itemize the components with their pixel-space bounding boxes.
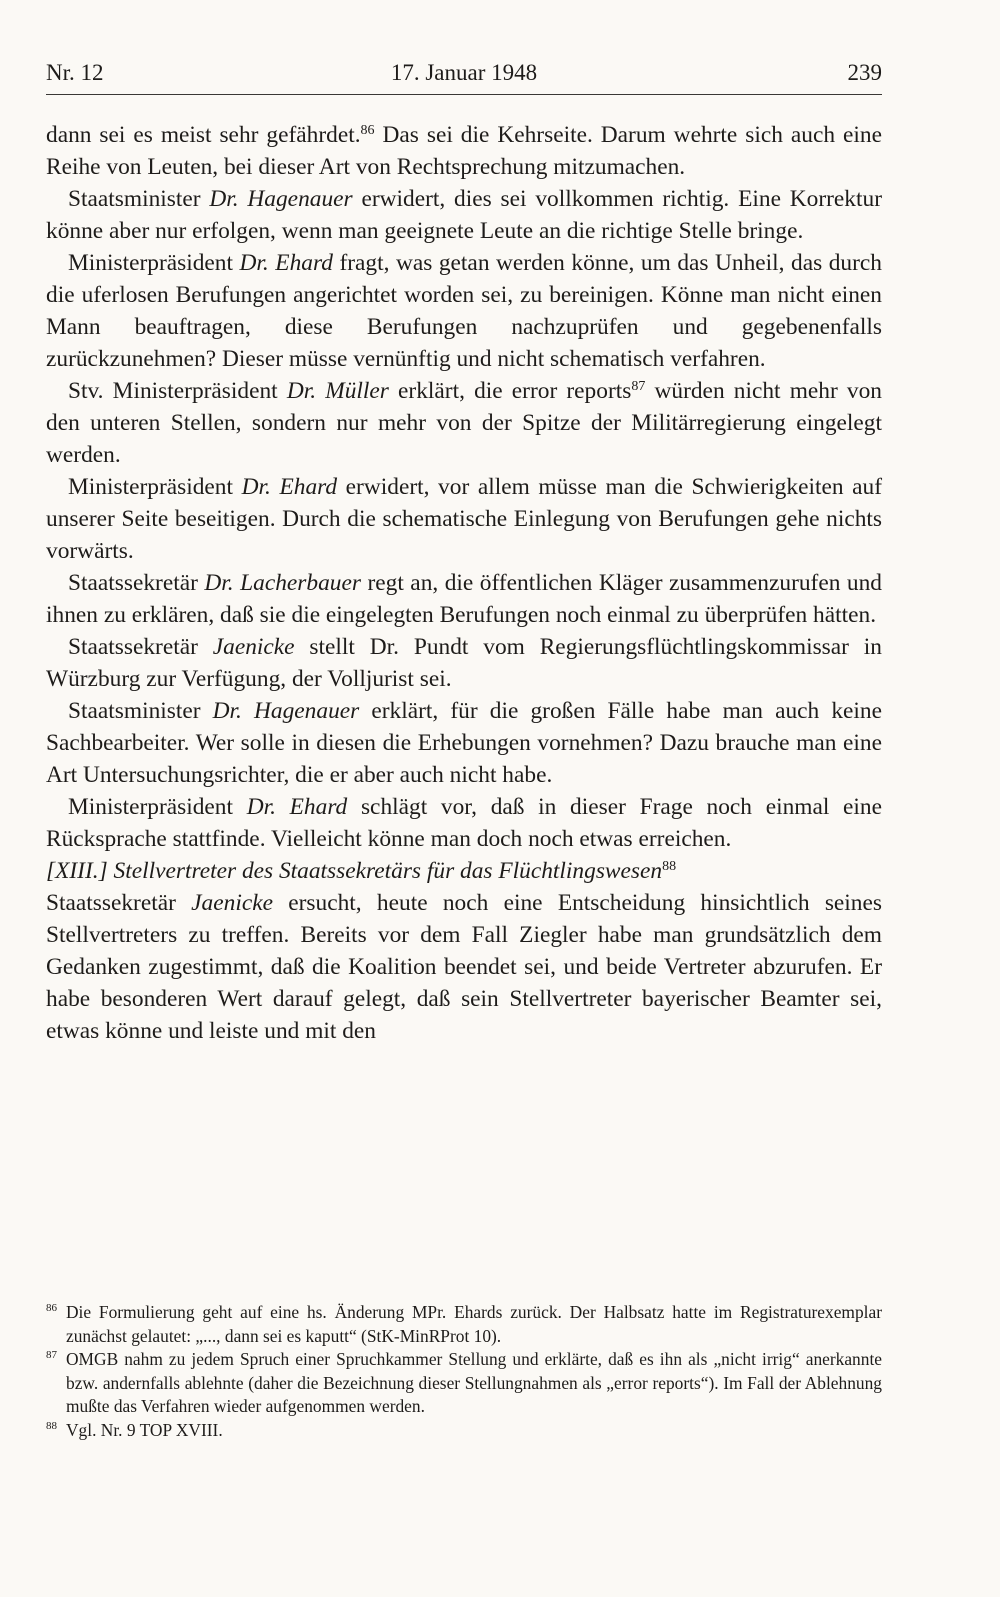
speaker-name: Dr. Lacherbauer bbox=[204, 570, 361, 596]
body-text bbox=[46, 119, 882, 1047]
paragraph: Ministerpräsident Dr. Ehard schlägt vor, daß in dieser Frage noch einmal eine Rücksprache stattfinde. Vielleicht könne man doch noch etwas erreichen. bbox=[46, 794, 882, 852]
footnote bbox=[46, 1419, 882, 1443]
section-heading: [XIII.] Stellvertreter des Staatssekretärs für das Flüchtlingswesen$^{88}$ bbox=[46, 858, 677, 884]
paragraph: Staatssekretär Dr. Lacherbauer regt an, die öffentlichen Kläger zusammenzurufen und ihnen zu erklären, daß sie die eingelegten Berufungen noch einmal zu überprüfen hätten. bbox=[46, 570, 882, 628]
speaker-name: Dr. Hagenauer bbox=[209, 186, 353, 212]
speaker-name: Dr. Ehard bbox=[241, 474, 338, 500]
speaker-name: Jaenicke bbox=[212, 634, 295, 660]
footnote-number: 87 bbox=[46, 1349, 57, 1362]
speaker-name: Dr. Hagenauer bbox=[212, 698, 360, 724]
running-head bbox=[46, 60, 882, 95]
header-date: 17. Januar 1948 bbox=[390, 60, 538, 85]
issue-number: Nr. 12 bbox=[46, 60, 104, 85]
paragraph: Stv. Ministerpräsident Dr. Müller erklärt, die error reports$^{87}$ würden nicht mehr von den unteren Stellen, sondern nur mehr von der Spitze der Militärregierung eingelegt werden. bbox=[46, 378, 882, 468]
paragraph: dann sei es meist sehr gefährdet.$^{86}$ Das sei die Kehrseite. Darum wehrte sich auch eine Reihe von Leuten, bei dieser Art von Rechtsprechung mitzumachen. bbox=[46, 122, 882, 180]
footnote-ref: 87 bbox=[631, 379, 646, 394]
paragraph: Ministerpräsident Dr. Ehard erwidert, vor allem müsse man die Schwierigkeiten auf unserer Seite beseitigen. Durch die schematische Einlegung von Berufungen gehe nichts vorwärts. bbox=[46, 474, 882, 564]
footnote-text: Die Formulierung geht auf eine hs. Änderung MPr. Ehards zurück. Der Halbsatz hatte im Registraturexemplar zunächst gelautet: „..., dann sei es kaputt“ (StK-MinRProt 10). bbox=[66, 1302, 882, 1346]
paragraph: Ministerpräsident Dr. Ehard fragt, was getan werden könne, um das Unheil, das durch die uferlosen Berufungen angerichtet worden sei, zu bereinigen. Könne man nicht einen Mann beauftragen, diese Berufungen nachzuprüfen und gegebenenfalls zurückzunehmen? Dieser müsse vernünftig und nicht schematisch verfahren. bbox=[46, 250, 882, 372]
paragraph: Staatsminister Dr. Hagenauer erklärt, für die großen Fälle habe man auch keine Sachbearbeiter. Wer solle in diesen die Erhebungen vornehmen? Dazu brauche man eine Art Untersuchungsrichter, die er aber auch nicht habe. bbox=[46, 698, 882, 788]
paragraph: Staatssekretär Jaenicke stellt Dr. Pundt vom Regierungsflüchtlingskommissar in Würzburg zur Verfügung, der Volljurist sei. bbox=[46, 634, 882, 692]
page bbox=[46, 60, 882, 1047]
speaker-name: Dr. Müller bbox=[286, 378, 389, 404]
speaker-name: Jaenicke bbox=[191, 890, 273, 916]
speaker-name: Dr. Ehard bbox=[239, 250, 333, 276]
footnote bbox=[46, 1348, 882, 1419]
speaker-name: Dr. Ehard bbox=[246, 794, 348, 820]
footnote-text: OMGB nahm zu jedem Spruch einer Spruchkammer Stellung und erklärte, daß es ihn als „nicht irrig“ anerkannte bzw. andernfalls ablehnte (daher die Bezeichnung dieser Stellungnahmen als „error reports“). Im Fall der Ablehnung mußte das Verfahren wieder aufgenommen werden. bbox=[66, 1349, 882, 1417]
footnote-ref: 88 bbox=[662, 859, 677, 874]
paragraph: Staatssekretär Jaenicke ersucht, heute noch eine Entscheidung hinsichtlich seines Stellvertreters zu treffen. Bereits vor dem Fall Ziegler habe man grundsätzlich dem Gedanken zugestimmt, daß die Koalition beendet sei, und beide Vertreter abzurufen. Er habe besonderen Wert darauf gelegt, daß sein Stellvertreter bayerischer Beamter sei, etwas könne und leiste und mit den bbox=[46, 890, 882, 1044]
footnote bbox=[46, 1301, 882, 1348]
footnotes bbox=[46, 1301, 882, 1443]
footnote-number: 88 bbox=[46, 1419, 57, 1432]
page-number: 239 bbox=[847, 60, 882, 85]
footnote-text: Vgl. Nr. 9 TOP XVIII. bbox=[66, 1419, 223, 1440]
paragraph: Staatsminister Dr. Hagenauer erwidert, dies sei vollkommen richtig. Eine Korrektur könne aber nur erfolgen, wenn man geeignete Leute an die richtige Stelle bringe. bbox=[46, 186, 882, 244]
footnote-ref: 86 bbox=[360, 123, 375, 138]
footnote-number: 86 bbox=[46, 1302, 57, 1314]
